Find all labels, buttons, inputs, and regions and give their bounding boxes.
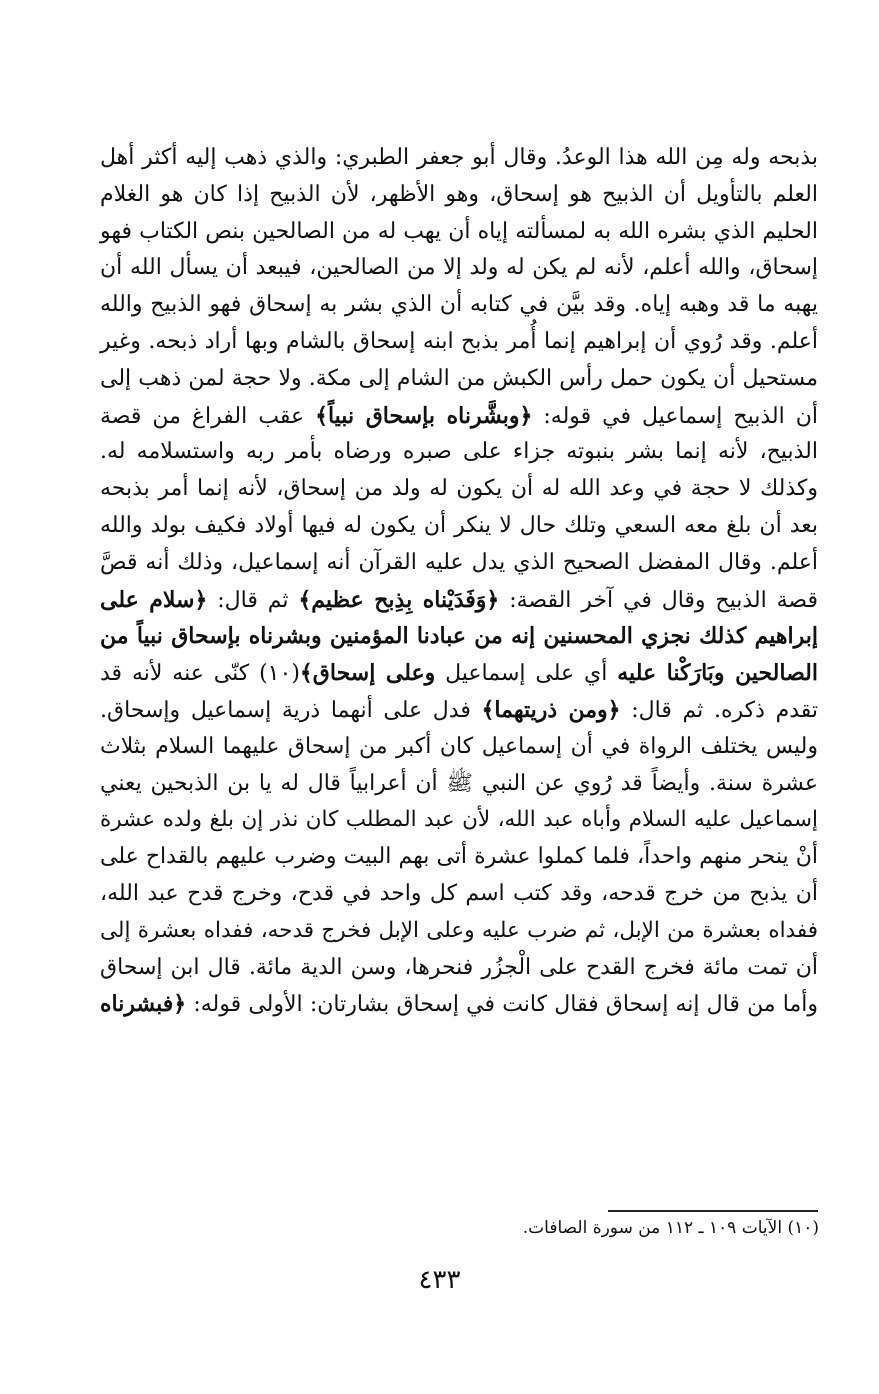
footnote: (١٠) الآيات ١٠٩ ـ ١١٢ من سورة الصافات. bbox=[522, 1218, 819, 1238]
text-run: بذبحه وله مِن الله هذا الوعدُ. وقال أبو جعفر الطبري: والذي ذهب إليه أكثر أهل bbox=[100, 145, 818, 170]
text-run: وأما من قال إنه إسحاق فقال كانت في إسحاق بشارتان: الأولى قوله: bbox=[186, 992, 818, 1018]
text-line bbox=[100, 913, 818, 950]
text-run: مستحيل أن يكون حمل رأس الكبش من الشام إلى مكة. ولا حجة لمن ذهب إلى bbox=[100, 365, 818, 391]
quran-quote: إبراهيم كذلك نجزي المحسنين إنه من عبادنا المؤمنين وبشرناه بإسحاق نبياً من bbox=[100, 623, 818, 650]
text-run: الحليم الذي بشره الله به لمسألته إياه أن يهب له من الصالحين بنص الكتاب فهو bbox=[100, 218, 818, 244]
text-line bbox=[100, 140, 818, 177]
text-line bbox=[100, 398, 818, 435]
text-line bbox=[100, 361, 818, 398]
page-number: ٤٣٣ bbox=[418, 1265, 461, 1295]
text-run: العلم بالتأويل أن الذبيح هو إسحاق، وهو الأظهر، لأن الذبيح إذا كان هو الغلام bbox=[100, 181, 818, 207]
text-run: عشرة سنة. وأيضاً قد رُوي عن النبي ﷺ أن أعرابياً قال له يا بن الذبحين يعني bbox=[100, 770, 818, 796]
text-run: أن الذبيح إسماعيل في قوله: bbox=[532, 403, 818, 429]
text-run: يهبه ما قد وهبه إياه. وقد بيَّن في كتابه أن الذي بشر به إسحاق فهو الذبيح والله bbox=[100, 292, 818, 318]
text-run: عقب الفراغ من قصة bbox=[100, 403, 316, 429]
text-run: ففداه بعشرة من الإبل، ثم ضرب عليه وعلى الإبل فخرج قدحه، ففداه بعشرة إلى bbox=[100, 917, 818, 943]
text-line bbox=[100, 287, 818, 324]
text-line bbox=[100, 434, 818, 471]
text-run: بعد أن بلغ معه السعي وتلك حال لا ينكر أن يكون له فيها أولاد فكيف بولد والله bbox=[100, 512, 818, 538]
text-line bbox=[100, 986, 818, 1023]
text-run: ثم قال: bbox=[207, 587, 299, 613]
text-run: إسحاق، والله أعلم، لأنه لم يكن له ولد إلا من الصالحين، فيبعد أن يسأل الله أن bbox=[100, 255, 818, 281]
text-run: فدل على أنهما ذرية إسماعيل وإسحاق. bbox=[100, 697, 482, 723]
quran-quote: ﴿وبشَّرناه بإسحاق نبياً﴾ bbox=[315, 402, 533, 429]
quran-quote: ﴿وَفَدَيْناه بِذِبح عظيم﴾ bbox=[298, 586, 500, 613]
text-line bbox=[100, 876, 818, 913]
text-line bbox=[100, 324, 818, 361]
text-run: وليس يختلف الرواة في أن إسماعيل كان أكبر من إسحاق عليهما السلام بثلاث bbox=[100, 733, 818, 759]
text-line bbox=[100, 177, 818, 214]
text-line bbox=[100, 692, 818, 729]
text-line bbox=[100, 214, 818, 251]
text-run: أعلم. وقد رُوي أن إبراهيم إنما أُمر بذبح ابنه إسحاق بالشام وبها أراد ذبحه. وغير bbox=[100, 328, 818, 354]
text-line bbox=[100, 545, 818, 582]
text-line bbox=[100, 950, 818, 987]
quran-quote: وعلى إسحاق﴾ bbox=[299, 660, 436, 687]
text-run: (١٠) كنّى عنه لأنه قد bbox=[100, 661, 300, 687]
text-run: الذبيح، لأنه إنما بشر بنبوته جزاء على صبره ورضاه بأمر ربه واستسلامه له. bbox=[100, 439, 818, 465]
text-run: إسماعيل عليه السلام وأباه عبد الله، لأن عبد المطلب كان نذر إن بلغ ولده عشرة bbox=[100, 807, 818, 833]
quran-quote: ﴿ومن ذريتهما﴾ bbox=[481, 696, 621, 723]
text-line bbox=[100, 729, 818, 766]
text-line bbox=[100, 655, 818, 692]
text-run: أن تمت مائة فخرج القدح على الْجزُر فنحرها، وسن الدية مائة. قال ابن إسحاق bbox=[100, 954, 818, 980]
text-line bbox=[100, 839, 818, 876]
text-run: وكذلك لا حجة في وعد الله له أن يكون له ولد من إسحاق، لأنه إنما أمر بذبحه bbox=[100, 476, 818, 502]
text-line bbox=[100, 508, 818, 545]
text-line bbox=[100, 471, 818, 508]
text-run: أي على إسماعيل bbox=[435, 661, 618, 687]
text-line bbox=[100, 766, 818, 803]
text-run: أعلم. وقال المفضل الصحيح الذي يدل عليه القرآن أنه إسماعيل، وذلك أنه قصَّ bbox=[100, 549, 818, 575]
text-line bbox=[100, 802, 818, 839]
body-text bbox=[100, 140, 818, 1023]
text-line bbox=[100, 250, 818, 287]
text-run: أن يذبح من خرج قدحه، وقد كتب اسم كل واحد في قدح، وخرج قدح عبد الله، bbox=[100, 880, 818, 906]
footnote-divider bbox=[608, 1210, 818, 1212]
text-run: أنْ ينحر منهم واحداً، فلما كملوا عشرة أتى بهم البيت وضرب عليهم بالقداح على bbox=[100, 844, 818, 870]
text-line bbox=[100, 582, 818, 619]
text-run: تقدم ذكره. ثم قال: bbox=[620, 697, 818, 723]
text-run: قصة الذبيح وقال في آخر القصة: bbox=[499, 587, 818, 613]
text-line bbox=[100, 618, 818, 655]
quran-quote: ﴿سلام على bbox=[100, 586, 208, 613]
quran-quote: الصالحين وبَارَكْنا عليه bbox=[617, 660, 818, 687]
quran-quote: ﴿فبشرناه bbox=[100, 991, 187, 1018]
